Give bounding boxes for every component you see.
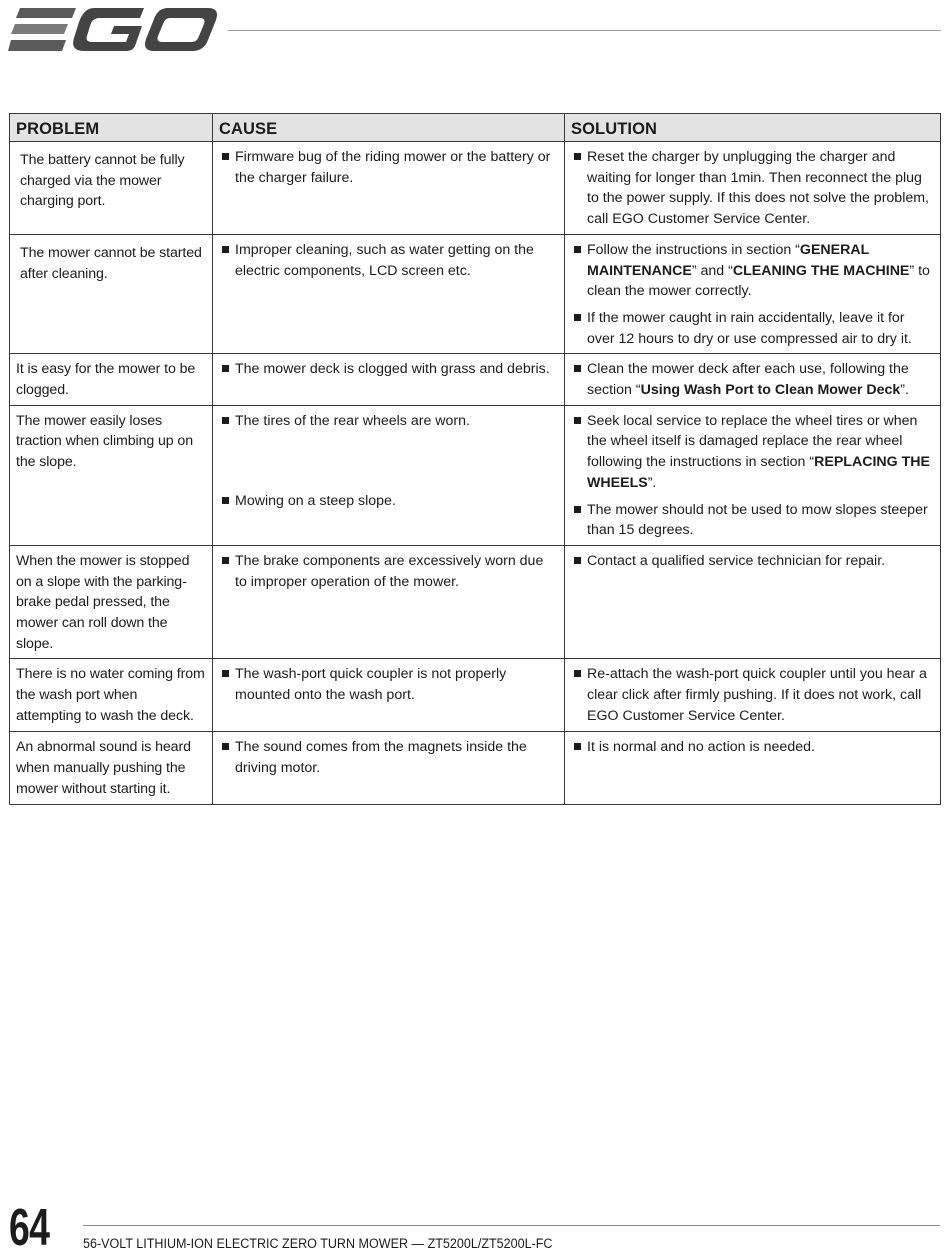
problem-cell: The mower cannot be started after cleaning. xyxy=(10,234,213,354)
solution-cell xyxy=(565,142,941,235)
footer-title: 56-VOLT LITHIUM-ION ELECTRIC ZERO TURN MOWER — ZT5200L/ZT5200L-FC xyxy=(83,1236,553,1251)
solution-bullet: Re-attach the wash-port quick coupler until you hear a clear click after firmly pushing. If it does not work, call EGO Customer Service Center. xyxy=(571,664,934,726)
solution-cell xyxy=(565,545,941,659)
solution-cell xyxy=(565,405,941,545)
cause-cell xyxy=(213,659,565,732)
solution-bullet: Reset the charger by unplugging the charger and waiting for longer than 1min. Then reconnect the plug to the power supply. If this does not solve the problem, call EGO Customer Service Center. xyxy=(571,147,934,230)
solution-bullet: The mower should not be used to mow slopes steeper than 15 degrees. xyxy=(571,500,934,541)
cause-bullet: Mowing on a steep slope. xyxy=(219,491,558,512)
cause-bullet: The brake components are excessively worn due to improper operation of the mower. xyxy=(219,551,558,592)
cause-bullet: The sound comes from the magnets inside the driving motor. xyxy=(219,737,558,778)
table-row xyxy=(10,545,941,659)
solution-bullet: Follow the instructions in section “GENERAL MAINTENANCE” and “CLEANING THE MACHINE” to clean the mower correctly. xyxy=(571,240,934,302)
solution-bullet: If the mower caught in rain accidentally, leave it for over 12 hours to dry or use compressed air to dry it. xyxy=(571,308,934,349)
cause-bullet: The tires of the rear wheels are worn. xyxy=(219,411,558,432)
cause-bullet: The wash-port quick coupler is not properly mounted onto the wash port. xyxy=(219,664,558,705)
page-number: 64 xyxy=(9,1199,50,1257)
column-header-problem: PROBLEM xyxy=(10,114,213,142)
solution-cell xyxy=(565,732,941,804)
cause-cell xyxy=(213,732,565,804)
table-row xyxy=(10,732,941,804)
column-header-solution: SOLUTION xyxy=(565,114,941,142)
problem-cell: The battery cannot be fully charged via the mower charging port. xyxy=(10,142,213,235)
cause-cell xyxy=(213,405,565,545)
solution-cell xyxy=(565,659,941,732)
page-header xyxy=(0,0,950,70)
troubleshooting-table xyxy=(9,113,940,805)
problem-cell: There is no water coming from the wash port when attempting to wash the deck. xyxy=(10,659,213,732)
cause-cell xyxy=(213,234,565,354)
table-row xyxy=(10,659,941,732)
cause-cell xyxy=(213,354,565,405)
solution-bullet: Seek local service to replace the wheel tires or when the wheel itself is damaged replace the rear wheel following the instructions in section “REPLACING THE WHEELS”. xyxy=(571,411,934,494)
problem-cell: When the mower is stopped on a slope with the parking-brake pedal pressed, the mower can roll down the slope. xyxy=(10,545,213,659)
footer-rule xyxy=(83,1225,940,1226)
problem-cell: It is easy for the mower to be clogged. xyxy=(10,354,213,405)
ego-logo xyxy=(8,6,218,54)
table-header-row xyxy=(10,114,941,142)
problem-cell: The mower easily loses traction when climbing up on the slope. xyxy=(10,405,213,545)
solution-cell xyxy=(565,354,941,405)
cause-cell xyxy=(213,545,565,659)
cause-bullet: The mower deck is clogged with grass and debris. xyxy=(219,359,558,380)
cause-bullet: Improper cleaning, such as water getting on the electric components, LCD screen etc. xyxy=(219,240,558,281)
solution-bullet: Clean the mower deck after each use, following the section “Using Wash Port to Clean Mower Deck”. xyxy=(571,359,934,400)
solution-bullet: It is normal and no action is needed. xyxy=(571,737,934,758)
solution-cell xyxy=(565,234,941,354)
cause-cell xyxy=(213,142,565,235)
problem-cell: An abnormal sound is heard when manually pushing the mower without starting it. xyxy=(10,732,213,804)
solution-bullet: Contact a qualified service technician for repair. xyxy=(571,551,934,572)
column-header-cause: CAUSE xyxy=(213,114,565,142)
table-row xyxy=(10,234,941,354)
cause-bullet: Firmware bug of the riding mower or the battery or the charger failure. xyxy=(219,147,558,188)
table-row xyxy=(10,354,941,405)
header-rule xyxy=(228,30,941,31)
table-row xyxy=(10,142,941,235)
table-row xyxy=(10,405,941,545)
